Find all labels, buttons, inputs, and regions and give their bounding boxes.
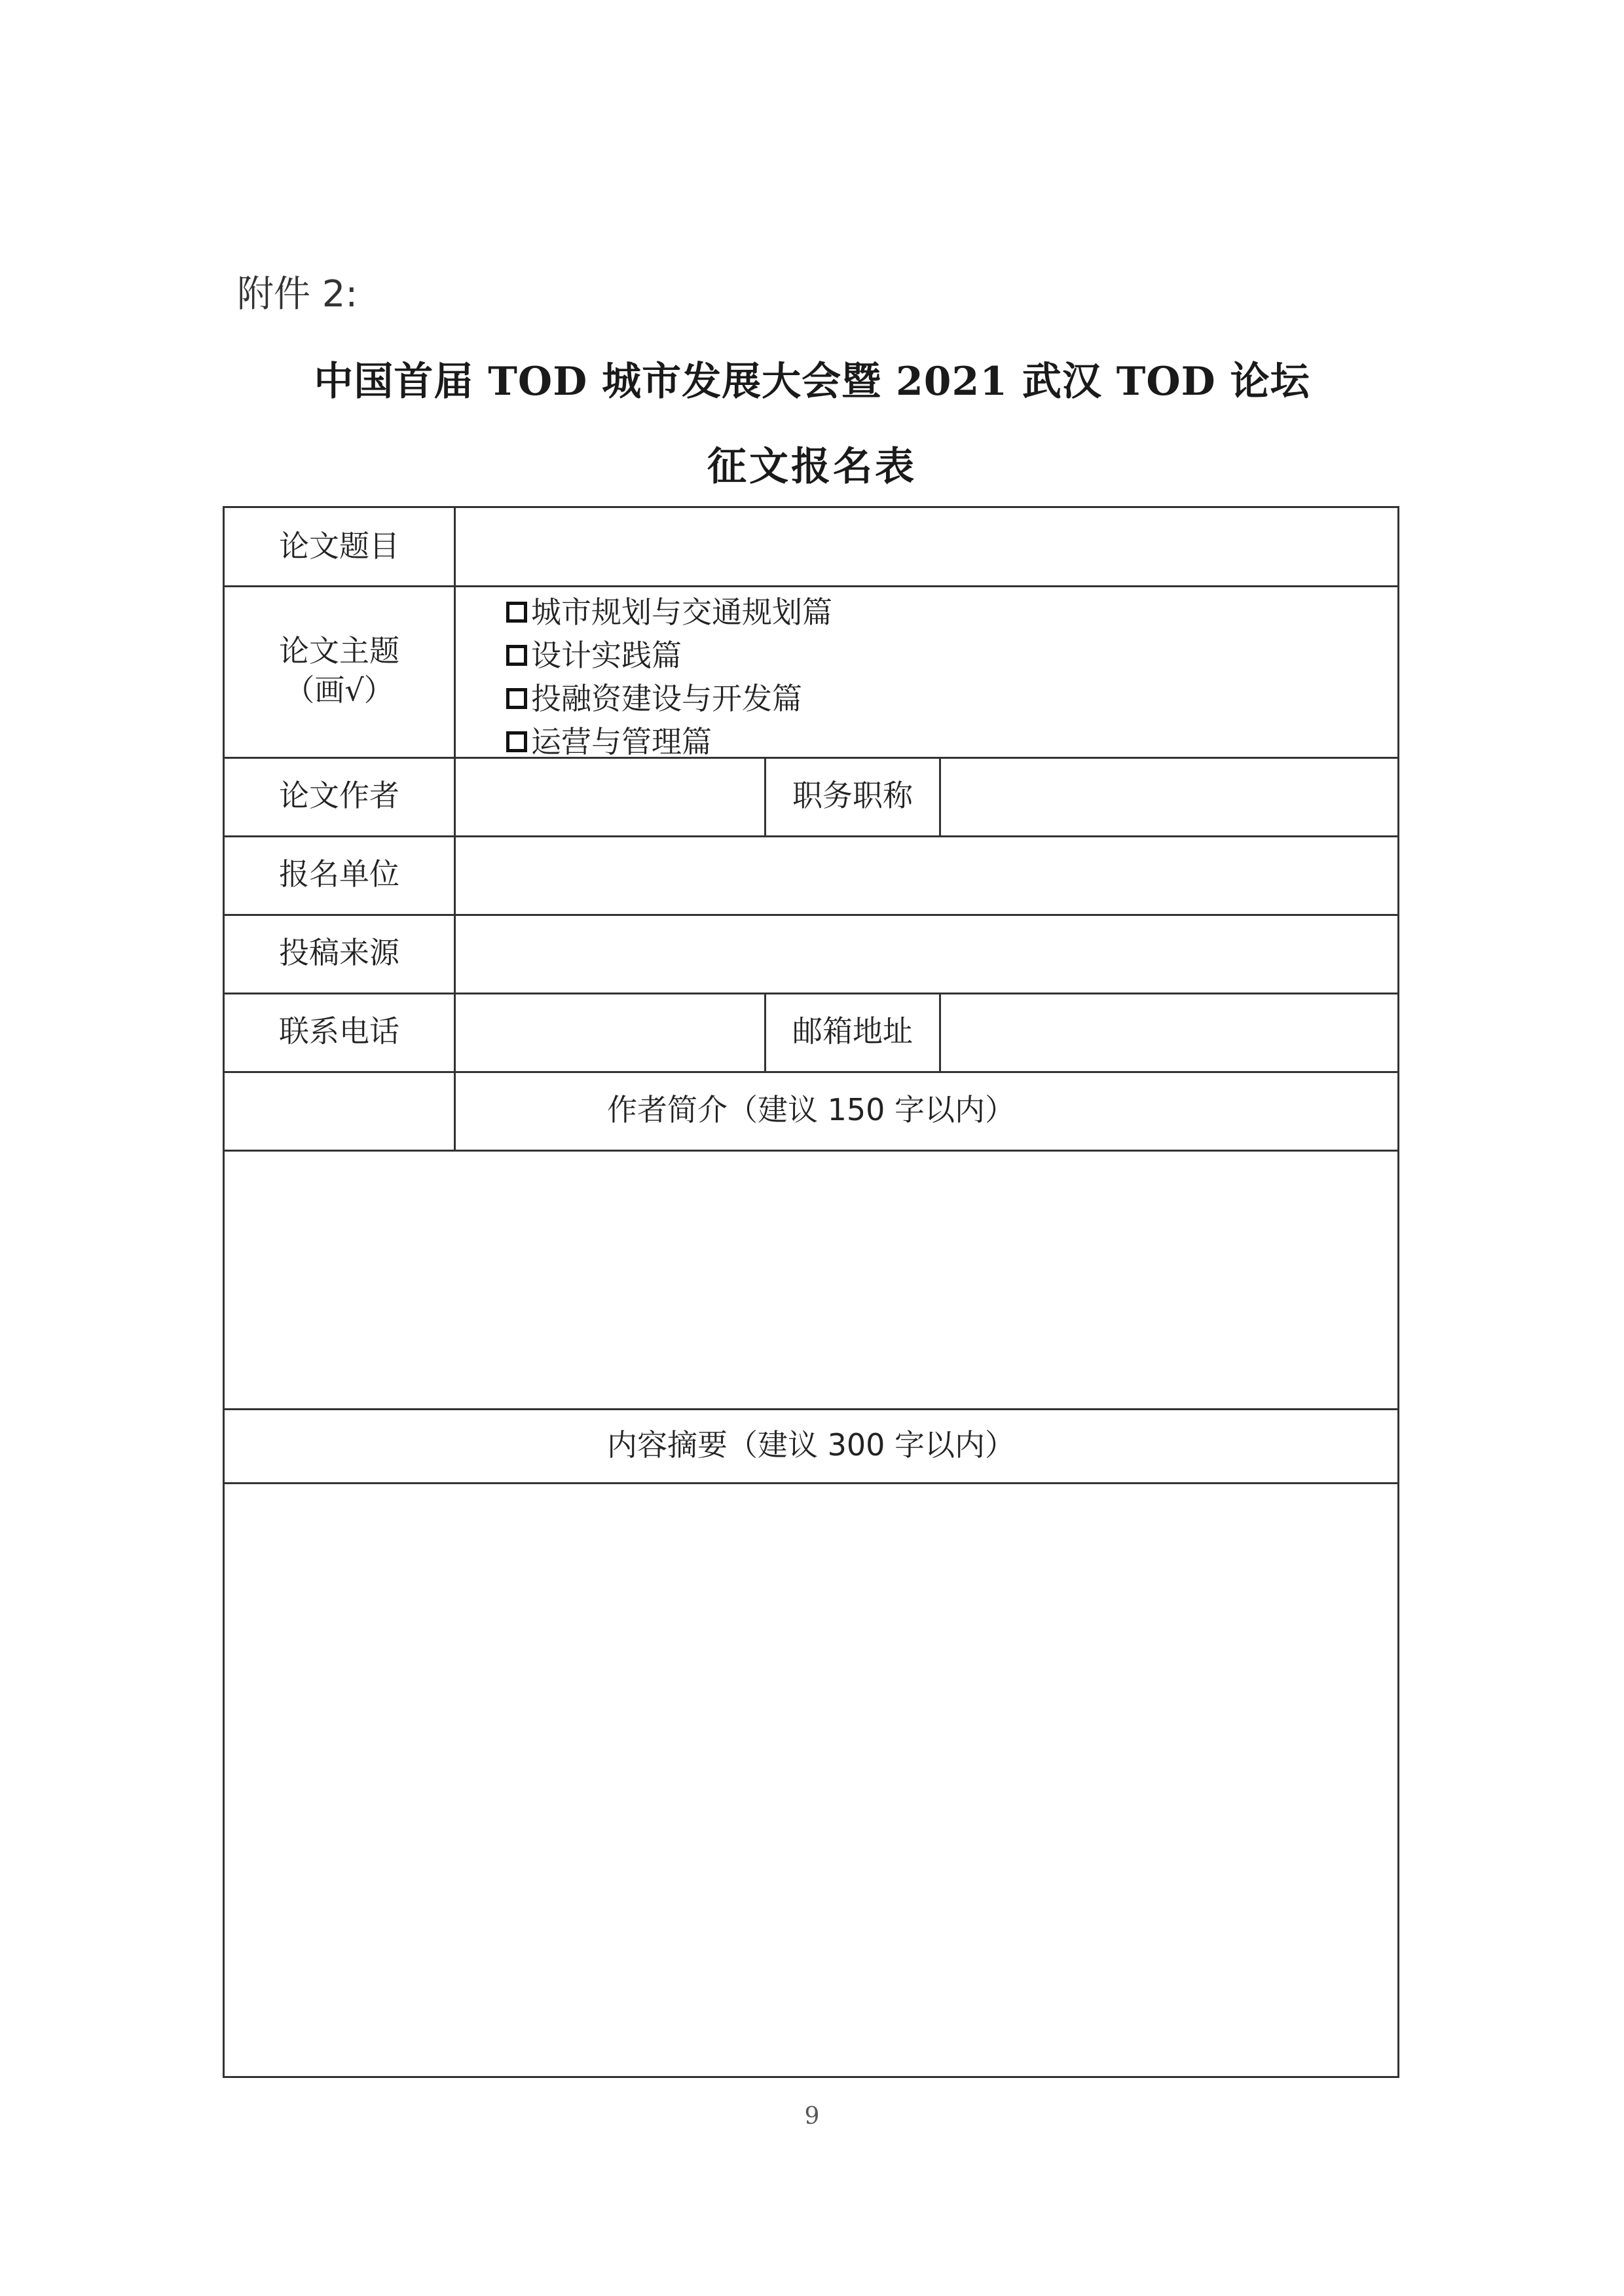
theme-options: [506, 591, 832, 763]
theme-option-label: 投融资建设与开发篇: [531, 681, 802, 716]
position-label: 职务职称: [792, 778, 913, 814]
organization-label: 报名单位: [279, 856, 399, 892]
checkbox-icon[interactable]: [506, 645, 527, 666]
theme-label-line1: 论文主题: [279, 633, 399, 669]
registration-form-table: [223, 506, 1399, 2078]
abstract-header: 内容摘要（建议 300 字以内）: [606, 1427, 1016, 1463]
attachment-label: 附件 2:: [237, 273, 358, 316]
author-bio-field[interactable]: [225, 1152, 1397, 1408]
source-label: 投稿来源: [279, 935, 399, 971]
author-label: 论文作者: [279, 778, 399, 814]
theme-option-label: 设计实践篇: [531, 638, 682, 673]
theme-option[interactable]: [506, 591, 832, 634]
source-field[interactable]: [456, 914, 1397, 993]
author-field[interactable]: [456, 757, 764, 835]
paper-title-field[interactable]: [456, 508, 1397, 585]
abstract-field[interactable]: [225, 1484, 1397, 2076]
theme-option-label: 运营与管理篇: [531, 724, 712, 759]
checkbox-icon[interactable]: [506, 731, 527, 752]
email-field[interactable]: [941, 993, 1397, 1071]
position-field[interactable]: [941, 757, 1397, 835]
theme-option-label: 城市规划与交通规划篇: [531, 594, 832, 630]
checkbox-icon[interactable]: [506, 602, 527, 623]
paper-title-label: 论文题目: [279, 528, 399, 564]
checkbox-icon[interactable]: [506, 688, 527, 709]
organization-field[interactable]: [456, 835, 1397, 914]
phone-field[interactable]: [456, 993, 764, 1071]
document-title: 中国首届 TOD 城市发展大会暨 2021 武汉 TOD 论坛: [314, 359, 1310, 405]
author-bio-header: 作者简介（建议 150 字以内）: [606, 1092, 1016, 1128]
theme-label-line2: （画√）: [284, 672, 394, 708]
theme-option[interactable]: [506, 677, 832, 720]
email-label: 邮箱地址: [792, 1013, 913, 1049]
document-subtitle: 征文报名表: [707, 444, 917, 490]
theme-option[interactable]: [506, 634, 832, 677]
phone-label: 联系电话: [279, 1013, 399, 1049]
page-number: 9: [804, 2103, 820, 2130]
theme-label: [225, 585, 454, 757]
